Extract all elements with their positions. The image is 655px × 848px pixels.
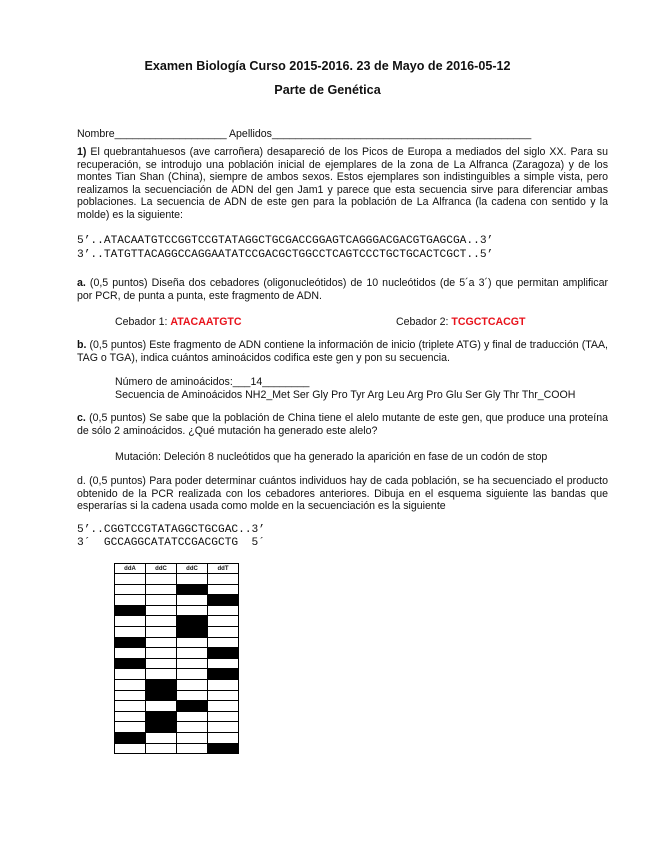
gel-cell bbox=[115, 574, 146, 585]
gel-row bbox=[115, 595, 239, 606]
gel-cell bbox=[177, 669, 208, 680]
gel-band bbox=[177, 616, 208, 627]
gel-band bbox=[115, 637, 146, 648]
gel-cell bbox=[208, 701, 239, 712]
gel-row bbox=[115, 637, 239, 648]
amino-acid-sequence: Secuencia de Aminoácidos NH2_Met Ser Gly Pro Tyr Arg Leu Arg Pro Glu Ser Gly Thr Thr_COOH bbox=[115, 389, 576, 401]
primer-1-label: Cebador 1: bbox=[115, 316, 171, 328]
gel-cell bbox=[208, 690, 239, 701]
gel-row bbox=[115, 648, 239, 659]
gel-band bbox=[208, 595, 239, 606]
gel-cell bbox=[177, 574, 208, 585]
gel-cell bbox=[146, 605, 177, 616]
gel-cell bbox=[115, 648, 146, 659]
question-a-text: (0,5 puntos) Diseña dos cebadores (oligonucleótidos) de 10 nucleótidos (de 5´a 3´) que permitan amplificar por PCR, de punta a punta, este fragmento de ADN. bbox=[77, 277, 608, 302]
exam-title: Examen Biología Curso 2015-2016. 23 de Mayo de 2016-05-12 bbox=[144, 59, 511, 73]
gel-cell bbox=[177, 732, 208, 743]
gel-band bbox=[146, 679, 177, 690]
gel-cell bbox=[208, 711, 239, 722]
gel-cell bbox=[115, 626, 146, 637]
question-d: d. (0,5 puntos) Para poder determinar cuántos individuos hay de cada población, se ha secuenciado el producto obtenido de la PCR realizada con los cebadores anteriores. Dibuja en el esquema siguiente las bandas que esperarías si la cadena usada como molde en la secuenciación es la siguiente bbox=[77, 475, 608, 512]
gel-row bbox=[115, 711, 239, 722]
gel-header-ddc-1: ddC bbox=[146, 564, 177, 574]
gel-cell bbox=[177, 722, 208, 733]
gel-cell bbox=[115, 722, 146, 733]
gel-cell bbox=[115, 711, 146, 722]
question-b bbox=[77, 339, 608, 364]
gel-band bbox=[146, 711, 177, 722]
sequence-3to5: 3’..TATGTTACAGGCCAGGAATATCCGACGCTGGCCTCAGTCCCTGCTGCACTCGCT..5’ bbox=[77, 249, 494, 261]
gel-cell bbox=[146, 743, 177, 754]
gel-cell bbox=[115, 679, 146, 690]
gel-cell bbox=[208, 637, 239, 648]
gel-cell bbox=[146, 626, 177, 637]
gel-row bbox=[115, 732, 239, 743]
gel-cell bbox=[146, 701, 177, 712]
gel-band bbox=[208, 743, 239, 754]
gel-row bbox=[115, 679, 239, 690]
question-c-label: c. bbox=[77, 412, 86, 424]
gel-band bbox=[146, 690, 177, 701]
gel-cell bbox=[208, 626, 239, 637]
question-1-number: 1) bbox=[77, 146, 87, 158]
sequence-5to3: 5’..ATACAATGTCCGGTCCGTATAGGCTGCGACCGGAGTCAGGGACGACGTGAGCGA..3’ bbox=[77, 235, 494, 247]
gel-row bbox=[115, 722, 239, 733]
gel-cell bbox=[177, 648, 208, 659]
gel-band bbox=[208, 648, 239, 659]
gel-cell bbox=[146, 648, 177, 659]
gel-cell bbox=[177, 658, 208, 669]
name-line: Nombre___________________ Apellidos____________________________________________ bbox=[77, 128, 532, 140]
gel-table bbox=[114, 563, 239, 754]
gel-row bbox=[115, 743, 239, 754]
gel-cell bbox=[208, 722, 239, 733]
sequencing-gel bbox=[114, 563, 239, 754]
exam-subtitle: Parte de Genética bbox=[274, 83, 381, 97]
gel-row bbox=[115, 584, 239, 595]
gel-cell bbox=[208, 679, 239, 690]
gel-row bbox=[115, 626, 239, 637]
gel-cell bbox=[115, 701, 146, 712]
primer-1-value: ATACAATGTC bbox=[170, 316, 242, 328]
template-seq-5to3: 5’..CGGTCCGTATAGGCTGCGAC..3’ bbox=[77, 524, 265, 536]
gel-cell bbox=[177, 595, 208, 606]
gel-cell bbox=[115, 690, 146, 701]
gel-cell bbox=[177, 637, 208, 648]
gel-row bbox=[115, 669, 239, 680]
gel-cell bbox=[208, 605, 239, 616]
gel-cell bbox=[115, 669, 146, 680]
gel-cell bbox=[146, 732, 177, 743]
gel-cell bbox=[146, 595, 177, 606]
gel-cell bbox=[177, 679, 208, 690]
primer-2 bbox=[396, 316, 526, 329]
gel-band bbox=[177, 701, 208, 712]
gel-cell bbox=[208, 616, 239, 627]
gel-cell bbox=[177, 690, 208, 701]
gel-band bbox=[115, 658, 146, 669]
question-a bbox=[77, 277, 608, 302]
gel-band bbox=[177, 584, 208, 595]
gel-cell bbox=[208, 574, 239, 585]
gel-row bbox=[115, 701, 239, 712]
gel-cell bbox=[208, 658, 239, 669]
gel-cell bbox=[208, 732, 239, 743]
gel-cell bbox=[146, 616, 177, 627]
gel-row bbox=[115, 574, 239, 585]
gel-cell bbox=[177, 711, 208, 722]
question-b-label: b. bbox=[77, 339, 87, 351]
question-1 bbox=[77, 146, 608, 221]
gel-row bbox=[115, 605, 239, 616]
gel-band bbox=[115, 605, 146, 616]
gel-cell bbox=[177, 743, 208, 754]
question-b-text: (0,5 puntos) Este fragmento de ADN contiene la información de inicio (triplete ATG) y final de traducción (TAA, TAG o TGA), indica cuántos aminoácidos codifica este gen y pon su secuencia. bbox=[77, 339, 608, 364]
gel-row bbox=[115, 690, 239, 701]
gel-header-ddt: ddT bbox=[208, 564, 239, 574]
gel-band bbox=[208, 669, 239, 680]
gel-cell bbox=[146, 658, 177, 669]
question-c bbox=[77, 412, 608, 437]
question-a-label: a. bbox=[77, 277, 86, 289]
mutation-answer: Mutación: Deleción 8 nucleótidos que ha generado la aparición en fase de un codón de stop bbox=[115, 451, 548, 463]
gel-cell bbox=[146, 669, 177, 680]
primer-2-value: TCGCTCACGT bbox=[451, 316, 526, 328]
gel-header-ddc-2: ddC bbox=[177, 564, 208, 574]
gel-band bbox=[115, 732, 146, 743]
gel-cell bbox=[115, 743, 146, 754]
question-c-text: (0,5 puntos) Se sabe que la población de China tiene el alelo mutante de este gen, que produce una proteína de sólo 2 aminoácidos. ¿Qué mutación ha generado este alelo? bbox=[77, 412, 608, 437]
primer-1 bbox=[115, 316, 242, 329]
gel-cell bbox=[115, 616, 146, 627]
gel-cell bbox=[208, 584, 239, 595]
gel-header-dda: ddA bbox=[115, 564, 146, 574]
gel-band bbox=[146, 722, 177, 733]
gel-row bbox=[115, 658, 239, 669]
amino-acid-count: Número de aminoácidos:___14________ bbox=[115, 376, 310, 388]
gel-cell bbox=[115, 584, 146, 595]
gel-band bbox=[177, 626, 208, 637]
gel-cell bbox=[146, 584, 177, 595]
gel-cell bbox=[115, 595, 146, 606]
gel-lanes bbox=[115, 574, 239, 754]
gel-cell bbox=[177, 605, 208, 616]
gel-row bbox=[115, 616, 239, 627]
gel-cell bbox=[146, 637, 177, 648]
primer-2-label: Cebador 2: bbox=[396, 316, 452, 328]
template-seq-3to5: 3´ GCCAGGCATATCCGACGCTG 5´ bbox=[77, 537, 265, 549]
question-1-text: El quebrantahuesos (ave carroñera) desapareció de los Picos de Europa a mediados del siglo XX. Para su recuperación, se introdujo una población inicial de ejemplares de la zona de La Alfranca (Zaragoza) y de los montes Tian Shan (China), siempre de ambos sexos. Estos ejemplares son indistinguibles a simple vista, pero realizamos la secuenciación de ADN del gen Jam1 y parece que esta secuencia sirve para diferenciar ambas poblaciones. La secuencia de ADN de este gen para la población de La Alfranca (la cadena con sentido y la molde) es la siguiente: bbox=[77, 146, 608, 221]
gel-cell bbox=[146, 574, 177, 585]
